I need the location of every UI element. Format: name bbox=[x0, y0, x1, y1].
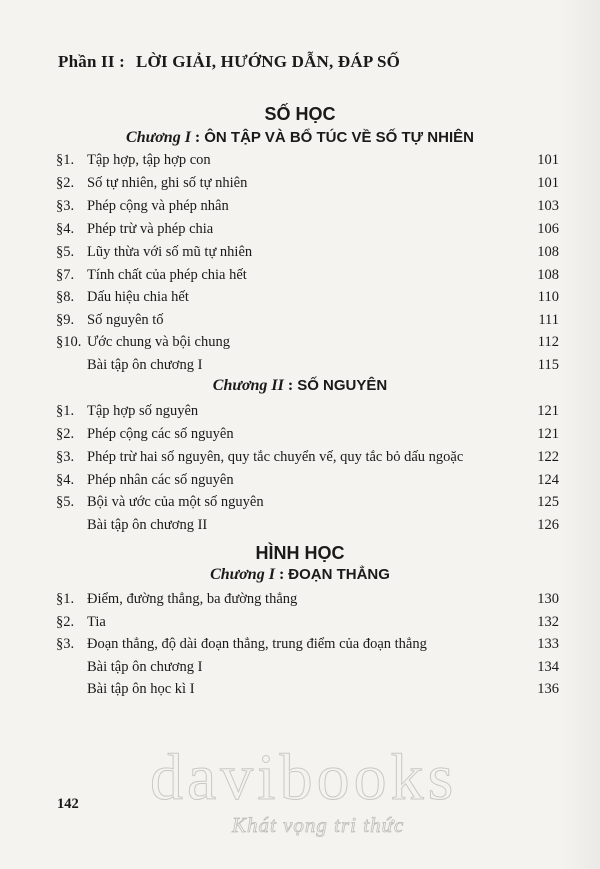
watermark-brand: davibooks bbox=[150, 741, 458, 814]
entry-number: §10. bbox=[56, 334, 82, 350]
entry-number: §3. bbox=[56, 636, 75, 652]
entry-page: 108 bbox=[537, 267, 559, 283]
entry-page: 132 bbox=[537, 614, 559, 630]
entry-title: Phép nhân các số nguyên bbox=[87, 472, 234, 488]
entry-page: 130 bbox=[537, 591, 559, 607]
toc-entry bbox=[56, 514, 559, 536]
entry-title: Số nguyên tố bbox=[87, 312, 164, 328]
toc-entry bbox=[56, 633, 559, 655]
chapter-heading: Chương I : ÔN TẬP VÀ BỔ TÚC VỀ SỐ TỰ NHIÊN bbox=[126, 129, 474, 146]
toc-entry bbox=[56, 588, 559, 610]
entry-number: §5. bbox=[56, 494, 75, 510]
entry-title: Ước chung và bội chung bbox=[87, 334, 230, 350]
toc-entry bbox=[56, 195, 559, 217]
toc-entry bbox=[56, 491, 559, 513]
entry-page: 101 bbox=[537, 152, 559, 168]
entry-title: Phép trừ hai số nguyên, quy tắc chuyển vế, quy tắc bỏ dấu ngoặc bbox=[87, 449, 464, 465]
entry-number: §2. bbox=[56, 614, 75, 630]
entry-number: §7. bbox=[56, 267, 75, 283]
toc-entry bbox=[56, 611, 559, 633]
section-heading-so-hoc: SỐ HỌC bbox=[264, 104, 336, 124]
entry-page: 108 bbox=[537, 244, 559, 260]
entry-number: §2. bbox=[56, 175, 75, 191]
page-number: 142 bbox=[57, 796, 79, 812]
chapter-heading: Chương I : ĐOẠN THẲNG bbox=[210, 566, 390, 583]
chapter-title: ÔN TẬP VÀ BỔ TÚC VỀ SỐ TỰ NHIÊN bbox=[204, 129, 474, 146]
entry-number: §2. bbox=[56, 426, 75, 442]
entry-number: §5. bbox=[56, 244, 75, 260]
part-heading bbox=[58, 52, 400, 72]
entry-page: 136 bbox=[537, 681, 559, 697]
toc-entry bbox=[56, 354, 559, 376]
entry-title: Bài tập ôn học kì I bbox=[87, 681, 195, 697]
entry-number: §1. bbox=[56, 152, 75, 168]
entry-page: 126 bbox=[537, 517, 559, 533]
toc-entry bbox=[56, 149, 559, 171]
toc-entry bbox=[56, 264, 559, 286]
entry-title: Số tự nhiên, ghi số tự nhiên bbox=[87, 175, 248, 191]
entry-number: §3. bbox=[56, 198, 75, 214]
entry-title: Bội và ước của một số nguyên bbox=[87, 494, 264, 510]
entry-page: 106 bbox=[537, 221, 559, 237]
entry-number: §1. bbox=[56, 403, 75, 419]
toc-entry bbox=[56, 423, 559, 445]
entry-title: Tính chất của phép chia hết bbox=[87, 267, 247, 283]
toc-entry bbox=[56, 286, 559, 308]
chapter-title: ĐOẠN THẲNG bbox=[288, 566, 390, 583]
entry-page: 103 bbox=[537, 198, 559, 214]
chapter-name: Chương I bbox=[126, 129, 191, 146]
entry-number: §3. bbox=[56, 449, 75, 465]
watermark-slogan: Khát vọng tri thức bbox=[232, 813, 405, 837]
toc-entry bbox=[56, 331, 559, 353]
entry-title: Đoạn thẳng, độ dài đoạn thẳng, trung điểm của đoạn thẳng bbox=[87, 636, 427, 652]
entry-number: §9. bbox=[56, 312, 75, 328]
entry-page: 115 bbox=[537, 357, 559, 373]
entry-title: Tia bbox=[87, 614, 106, 630]
entry-title: Lũy thừa với số mũ tự nhiên bbox=[87, 244, 253, 260]
chapter-name: Chương I bbox=[210, 566, 275, 583]
toc-entry bbox=[56, 172, 559, 194]
toc-entry bbox=[56, 400, 559, 422]
entry-title: Bài tập ôn chương II bbox=[87, 517, 208, 533]
entry-page: 122 bbox=[537, 449, 559, 465]
chapter-title: SỐ NGUYÊN bbox=[297, 377, 388, 394]
entry-title: Phép cộng và phép nhân bbox=[87, 198, 229, 214]
entry-title: Bài tập ôn chương I bbox=[87, 659, 203, 675]
entry-page: 125 bbox=[537, 494, 559, 510]
entry-title: Tập hợp, tập hợp con bbox=[87, 152, 211, 168]
entry-page: 124 bbox=[537, 472, 559, 488]
toc-entry bbox=[56, 678, 559, 700]
entry-page: 133 bbox=[537, 636, 559, 652]
entry-number: §8. bbox=[56, 289, 75, 305]
chapter-heading: Chương II : SỐ NGUYÊN bbox=[212, 377, 388, 394]
entry-title: Tập hợp số nguyên bbox=[87, 403, 199, 419]
entry-title: Bài tập ôn chương I bbox=[87, 357, 203, 373]
entry-title: Dấu hiệu chia hết bbox=[87, 289, 189, 305]
entry-number: §4. bbox=[56, 221, 75, 237]
toc-entry bbox=[56, 469, 559, 491]
chapter-name: Chương II bbox=[212, 377, 284, 394]
entry-page: 121 bbox=[537, 403, 559, 419]
toc-entry bbox=[56, 656, 559, 678]
entry-number: §1. bbox=[56, 591, 75, 607]
part-title: LỜI GIẢI, HƯỚNG DẪN, ĐÁP SỐ bbox=[136, 52, 401, 71]
entry-title: Phép cộng các số nguyên bbox=[87, 426, 234, 442]
toc-entry bbox=[56, 241, 559, 263]
entry-page: 110 bbox=[537, 289, 559, 305]
entry-page: 134 bbox=[537, 659, 559, 675]
toc-entry bbox=[56, 218, 559, 240]
toc-entry bbox=[56, 446, 559, 468]
entry-page: 101 bbox=[537, 175, 559, 191]
entry-title: Phép trừ và phép chia bbox=[87, 221, 214, 237]
toc-entry bbox=[56, 309, 559, 331]
section-heading-hinh-hoc: HÌNH HỌC bbox=[255, 543, 345, 563]
entry-page: 111 bbox=[538, 312, 559, 328]
part-label: Phần II : bbox=[58, 52, 125, 71]
entry-number: §4. bbox=[56, 472, 75, 488]
entry-page: 112 bbox=[537, 334, 559, 350]
entry-title: Điểm, đường thẳng, ba đường thẳng bbox=[87, 591, 298, 607]
entry-page: 121 bbox=[537, 426, 559, 442]
